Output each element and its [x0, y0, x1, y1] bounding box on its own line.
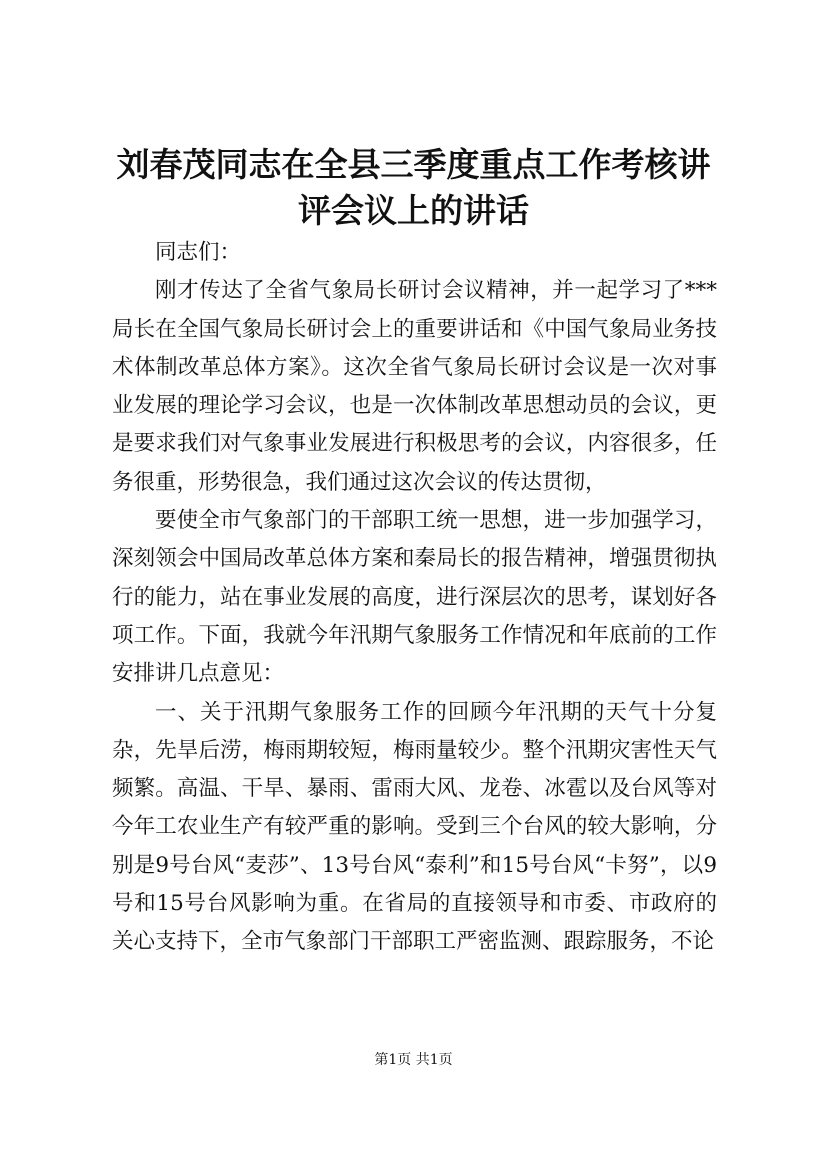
- paragraph-salutation: 同志们：: [155, 240, 242, 265]
- page-footer: 第1页 共1页: [374, 1052, 453, 1068]
- document-title: 刘春茂同志在全县三季度重点工作考核讲评会议上的讲话: [116, 145, 711, 230]
- paragraph-1: 刚才传达了全省气象局长研讨会议精神，并一起学习了***局长在全国气象局长研讨会上的重要讲话和《中国气象局业务技术体制改革总体方案》。这次全省气象局长研讨会议是一次对事业发展的理论学习会议，也是一次体制改革思想动员的会议，更是要求我们对气象事业发展进行积极思考的会议，内容很多，任务很重，形势很急，我们通过这次会议的传达贯彻，: [112, 278, 717, 495]
- document-body: [112, 234, 717, 962]
- paragraph-3: 一、关于汛期气象服务工作的回顾今年汛期的天气十分复杂，先旱后涝，梅雨期较短，梅雨量较少。整个汛期灾害性天气频繁。高温、干旱、暴雨、雷雨大风、龙卷、冰雹以及台风等对今年工农业生产有较严重的影响。受到三个台风的较大影响，分别是9号台风“麦莎”、13号台风“泰利”和15号台风“卡努”，以9号和15号台风影响为重。在省局的直接领导和市委、市政府的关心支持下，全市气象部门干部职工严密监测、跟踪服务，不论: [112, 699, 717, 955]
- paragraph-2: 要使全市气象部门的干部职工统一思想，进一步加强学习，深刻领会中国局改革总体方案和秦局长的报告精神，增强贯彻执行的能力，站在事业发展的高度，进行深层次的思考，谋划好各项工作。下面，我就今年汛期气象服务工作情况和年底前的工作安排讲几点意见：: [112, 508, 717, 687]
